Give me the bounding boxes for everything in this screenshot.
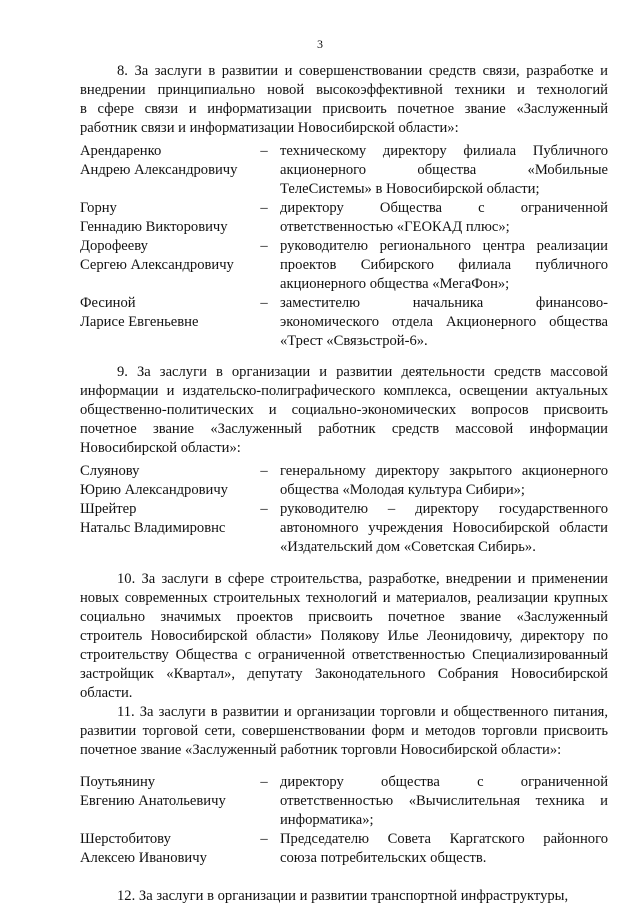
paragraph-line: общественно-политических и социально-экономических вопросов присвоить [80,402,608,418]
dash-separator: – [260,501,268,517]
position-description-line: общества «Молодая культура Сибири»; [280,482,525,498]
paragraph-line: новых современных строительных технологий и материалов, реализации крупных [80,590,608,606]
dash-separator: – [260,238,268,254]
dash-separator: – [260,831,268,847]
paragraph-line: 11. За заслуги в развитии и организации торговли и общественного питания, [117,704,608,720]
paragraph-line: развитии торговой сети, совершенствовании форм и методов торговли присвоить [80,723,608,739]
position-description [280,830,608,868]
position-description [280,773,608,830]
person-name [80,237,260,275]
person-name [80,462,260,500]
person-name-line: Ларисе Евгеньевне [80,314,199,330]
person-name-line: Евгению Анатольевичу [80,793,226,809]
paragraph-8 [80,62,608,138]
person-name [80,500,260,538]
position-description [280,142,608,199]
paragraph-line: 9. За заслуги в организации и развитии деятельности средств массовой [117,364,608,380]
person-name-line: Натальс Владимировнс [80,520,226,536]
dash-separator: – [260,774,268,790]
position-description [280,500,608,557]
person-name-line: Шерстобитову [80,831,171,847]
person-name-line: Слуянову [80,463,140,479]
person-name-line: Геннадию Викторовичу [80,219,228,235]
position-description [280,199,608,237]
dash-separator: – [260,295,268,311]
position-description [280,237,608,294]
paragraph-9 [80,363,608,458]
paragraph-line: внедрении принципиально новой высокоэффективной техники и технологий [80,82,608,98]
position-description-line: акционерного общества «Мобильные [280,162,608,178]
person-name-line: Юрию Александровичу [80,482,228,498]
paragraph-line: Новосибирской области»: [80,440,241,456]
paragraph-11 [80,703,608,760]
person-name-line: Дорофееву [80,238,148,254]
position-description-line: информатика»; [280,812,374,828]
position-description-line: союза потребительских обществ. [280,850,487,866]
person-name [80,142,260,180]
position-description-line: «Трест «Связьстрой-6». [280,333,428,349]
person-name-line: Андрею Александровичу [80,162,238,178]
paragraph-line: 12. За заслуги в организации и развитии транспортной инфраструктуры, [117,888,569,904]
paragraph-line: строительству Общества с ограниченной ответственностью Специализированный [80,647,608,663]
person-name-line: Алексею Ивановичу [80,850,207,866]
paragraph-line: строитель Новосибирской области» Полякову Илье Леонидовичу, директору по [80,628,608,644]
dash-separator: – [260,463,268,479]
position-description-line: автономного учреждения Новосибирской области [280,520,608,536]
position-description-line: ответственностью «Вычислительная техника и [280,793,608,809]
paragraph-line: 10. За заслуги в сфере строительства, разработке, внедрении и применении [117,571,608,587]
position-description [280,294,608,351]
paragraph-line: социально значимых проектов присвоить почетное звание «Заслуженный [80,609,608,625]
position-description-line: руководителю регионального центра реализации [280,238,608,254]
position-description-line: акционерного общества «МегаФон»; [280,276,510,292]
person-name-line: Сергею Александровичу [80,257,234,273]
position-description-line: директору Общества с ограниченной [280,200,608,216]
person-name [80,773,260,811]
position-description-line: заместителю начальника финансово- [280,295,608,311]
paragraph-line: застройщик «Квартал», депутату Законодательного Собрания Новосибирской [80,666,608,682]
position-description-line: «Издательский дом «Советская Сибирь». [280,539,536,555]
position-description-line: руководителю – директору государственного [280,501,608,517]
position-description-line: директору общества с ограниченной [280,774,608,790]
person-name [80,830,260,868]
position-description-line: генеральному директору закрытого акционерного [280,463,608,479]
position-description-line: ТелеСистемы» в Новосибирской области; [280,181,540,197]
page-number: 3 [317,37,323,51]
position-description-line: экономического отдела Акционерного общества [280,314,608,330]
position-description-line: проектов Сибирского филиала публичного [280,257,608,273]
paragraph-line: почетное звание «Заслуженный работник торговли Новосибирской области»: [80,742,562,758]
paragraph-line: области. [80,685,133,701]
person-name-line: Шрейтер [80,501,137,517]
person-name [80,294,260,332]
person-name-line: Арендаренко [80,143,162,159]
position-description-line: ответственностью «ГЕОКАД плюс»; [280,219,510,235]
dash-separator: – [260,143,268,159]
person-name [80,199,260,237]
paragraph-line: почетное звание «Заслуженный работник средств массовой информации [80,421,608,437]
paragraph-10 [80,570,608,703]
paragraph-line: работник связи и информатизации Новосибирской области»: [80,120,459,136]
position-description-line: Председателю Совета Каргатского районного [280,831,608,847]
paragraph-line: в сфере связи и информатизации присвоить почетное звание «Заслуженный [80,101,608,117]
person-name-line: Поутьянину [80,774,156,790]
paragraph-line: информации и издательско-полиграфического комплекса, освещении актуальных [80,383,608,399]
dash-separator: – [260,200,268,216]
paragraph-12 [80,887,608,906]
paragraph-line: 8. За заслуги в развитии и совершенствовании средств связи, разработке и [117,63,608,79]
person-name-line: Горну [80,200,117,216]
person-name-line: Фесиной [80,295,136,311]
position-description [280,462,608,500]
position-description-line: техническому директору филиала Публичного [280,143,608,159]
